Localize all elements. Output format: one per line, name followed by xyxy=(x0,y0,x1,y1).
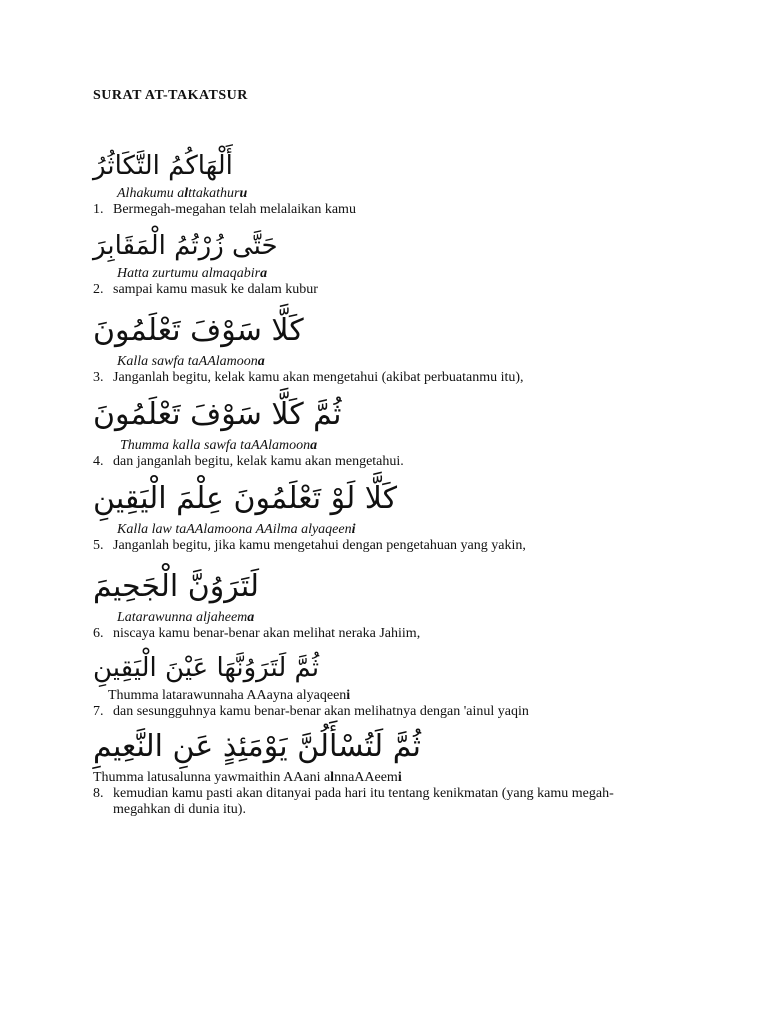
verse-number: 8. xyxy=(93,786,104,801)
verse-meaning-text: Bermegah-megahan telah melalaikan kamu xyxy=(113,202,356,217)
verse-meaning xyxy=(93,704,693,720)
verse-4 xyxy=(93,392,693,470)
verse-transliteration: Hatta zurtumu almaqabira xyxy=(117,266,268,281)
verse-number: 5. xyxy=(93,538,104,553)
verse-transliteration: Kalla sawfa taAAlamoona xyxy=(117,354,265,369)
verse-arabic: حَتَّى زُرْتُمُ الْمَقَابِرَ xyxy=(93,231,278,261)
verse-8 xyxy=(93,724,693,818)
verse-arabic: ثُمَّ لَتَرَوُنَّهَا عَيْنَ الْيَقِينِ xyxy=(93,653,320,683)
verse-number: 6. xyxy=(93,626,104,641)
document-title: SURAT AT-TAKATSUR xyxy=(93,88,248,103)
verse-5 xyxy=(93,476,693,554)
verse-6 xyxy=(93,564,693,642)
verse-meaning-text: dan janganlah begitu, kelak kamu akan mengetahui. xyxy=(113,454,404,469)
verse-number: 3. xyxy=(93,370,104,385)
verse-arabic: أَلْهَاكُمُ التَّكَاثُرُ xyxy=(93,151,233,181)
verse-number: 4. xyxy=(93,454,104,469)
verse-number: 7. xyxy=(93,704,104,719)
verse-meaning-text: Janganlah begitu, jika kamu mengetahui dengan pengetahuan yang yakin, xyxy=(113,538,526,553)
verse-arabic: لَتَرَوُنَّ الْجَحِيمَ xyxy=(93,569,260,604)
verse-meaning-text: niscaya kamu benar-benar akan melihat neraka Jahiim, xyxy=(113,626,421,641)
verse-transliteration: Thumma kalla sawfa taAAlamoona xyxy=(120,438,318,453)
verse-transliteration: Alhakumu alttakathuru xyxy=(117,186,248,201)
verse-meaning xyxy=(93,282,693,298)
verse-meaning-text: dan sesungguhnya kamu benar-benar akan melihatnya dengan 'ainul yaqin xyxy=(113,704,529,719)
verse-meaning xyxy=(93,370,693,386)
verse-meaning xyxy=(93,202,693,218)
verse-meaning xyxy=(93,538,693,554)
verse-2 xyxy=(93,226,693,298)
verse-arabic: ثُمَّ كَلَّا سَوْفَ تَعْلَمُونَ xyxy=(93,397,342,432)
verse-transliteration: Kalla law taAAlamoona AAilma alyaqeeni xyxy=(117,522,356,537)
verse-arabic: كَلَّا لَوْ تَعْلَمُونَ عِلْمَ الْيَقِينِ xyxy=(93,481,397,516)
verse-arabic: كَلَّا سَوْفَ تَعْلَمُونَ xyxy=(93,313,304,348)
verse-arabic: ثُمَّ لَتُسْأَلُنَّ يَوْمَئِذٍ عَنِ النَّعِيمِ xyxy=(93,729,422,764)
verse-meaning-text: kemudian kamu pasti akan ditanyai pada hari itu tentang kenikmatan (yang kamu megah- megahkan di dunia itu). xyxy=(113,786,614,817)
verse-transliteration: Latarawunna aljaheema xyxy=(117,610,255,625)
verse-meaning xyxy=(93,454,693,470)
verse-meaning xyxy=(93,786,693,818)
verse-meaning-text: sampai kamu masuk ke dalam kubur xyxy=(113,282,318,297)
verse-3 xyxy=(93,308,693,386)
verse-7 xyxy=(93,648,693,720)
verse-meaning xyxy=(93,626,693,642)
verse-meaning-text: Janganlah begitu, kelak kamu akan mengetahui (akibat perbuatanmu itu), xyxy=(113,370,524,385)
verse-number: 1. xyxy=(93,202,104,217)
verse-transliteration: Thumma latusalunna yawmaithin AAani alnnaAAeemi xyxy=(93,770,402,785)
verse-transliteration: Thumma latarawunnaha AAayna alyaqeeni xyxy=(108,688,351,703)
verse-number: 2. xyxy=(93,282,104,297)
verse-1 xyxy=(93,146,693,218)
